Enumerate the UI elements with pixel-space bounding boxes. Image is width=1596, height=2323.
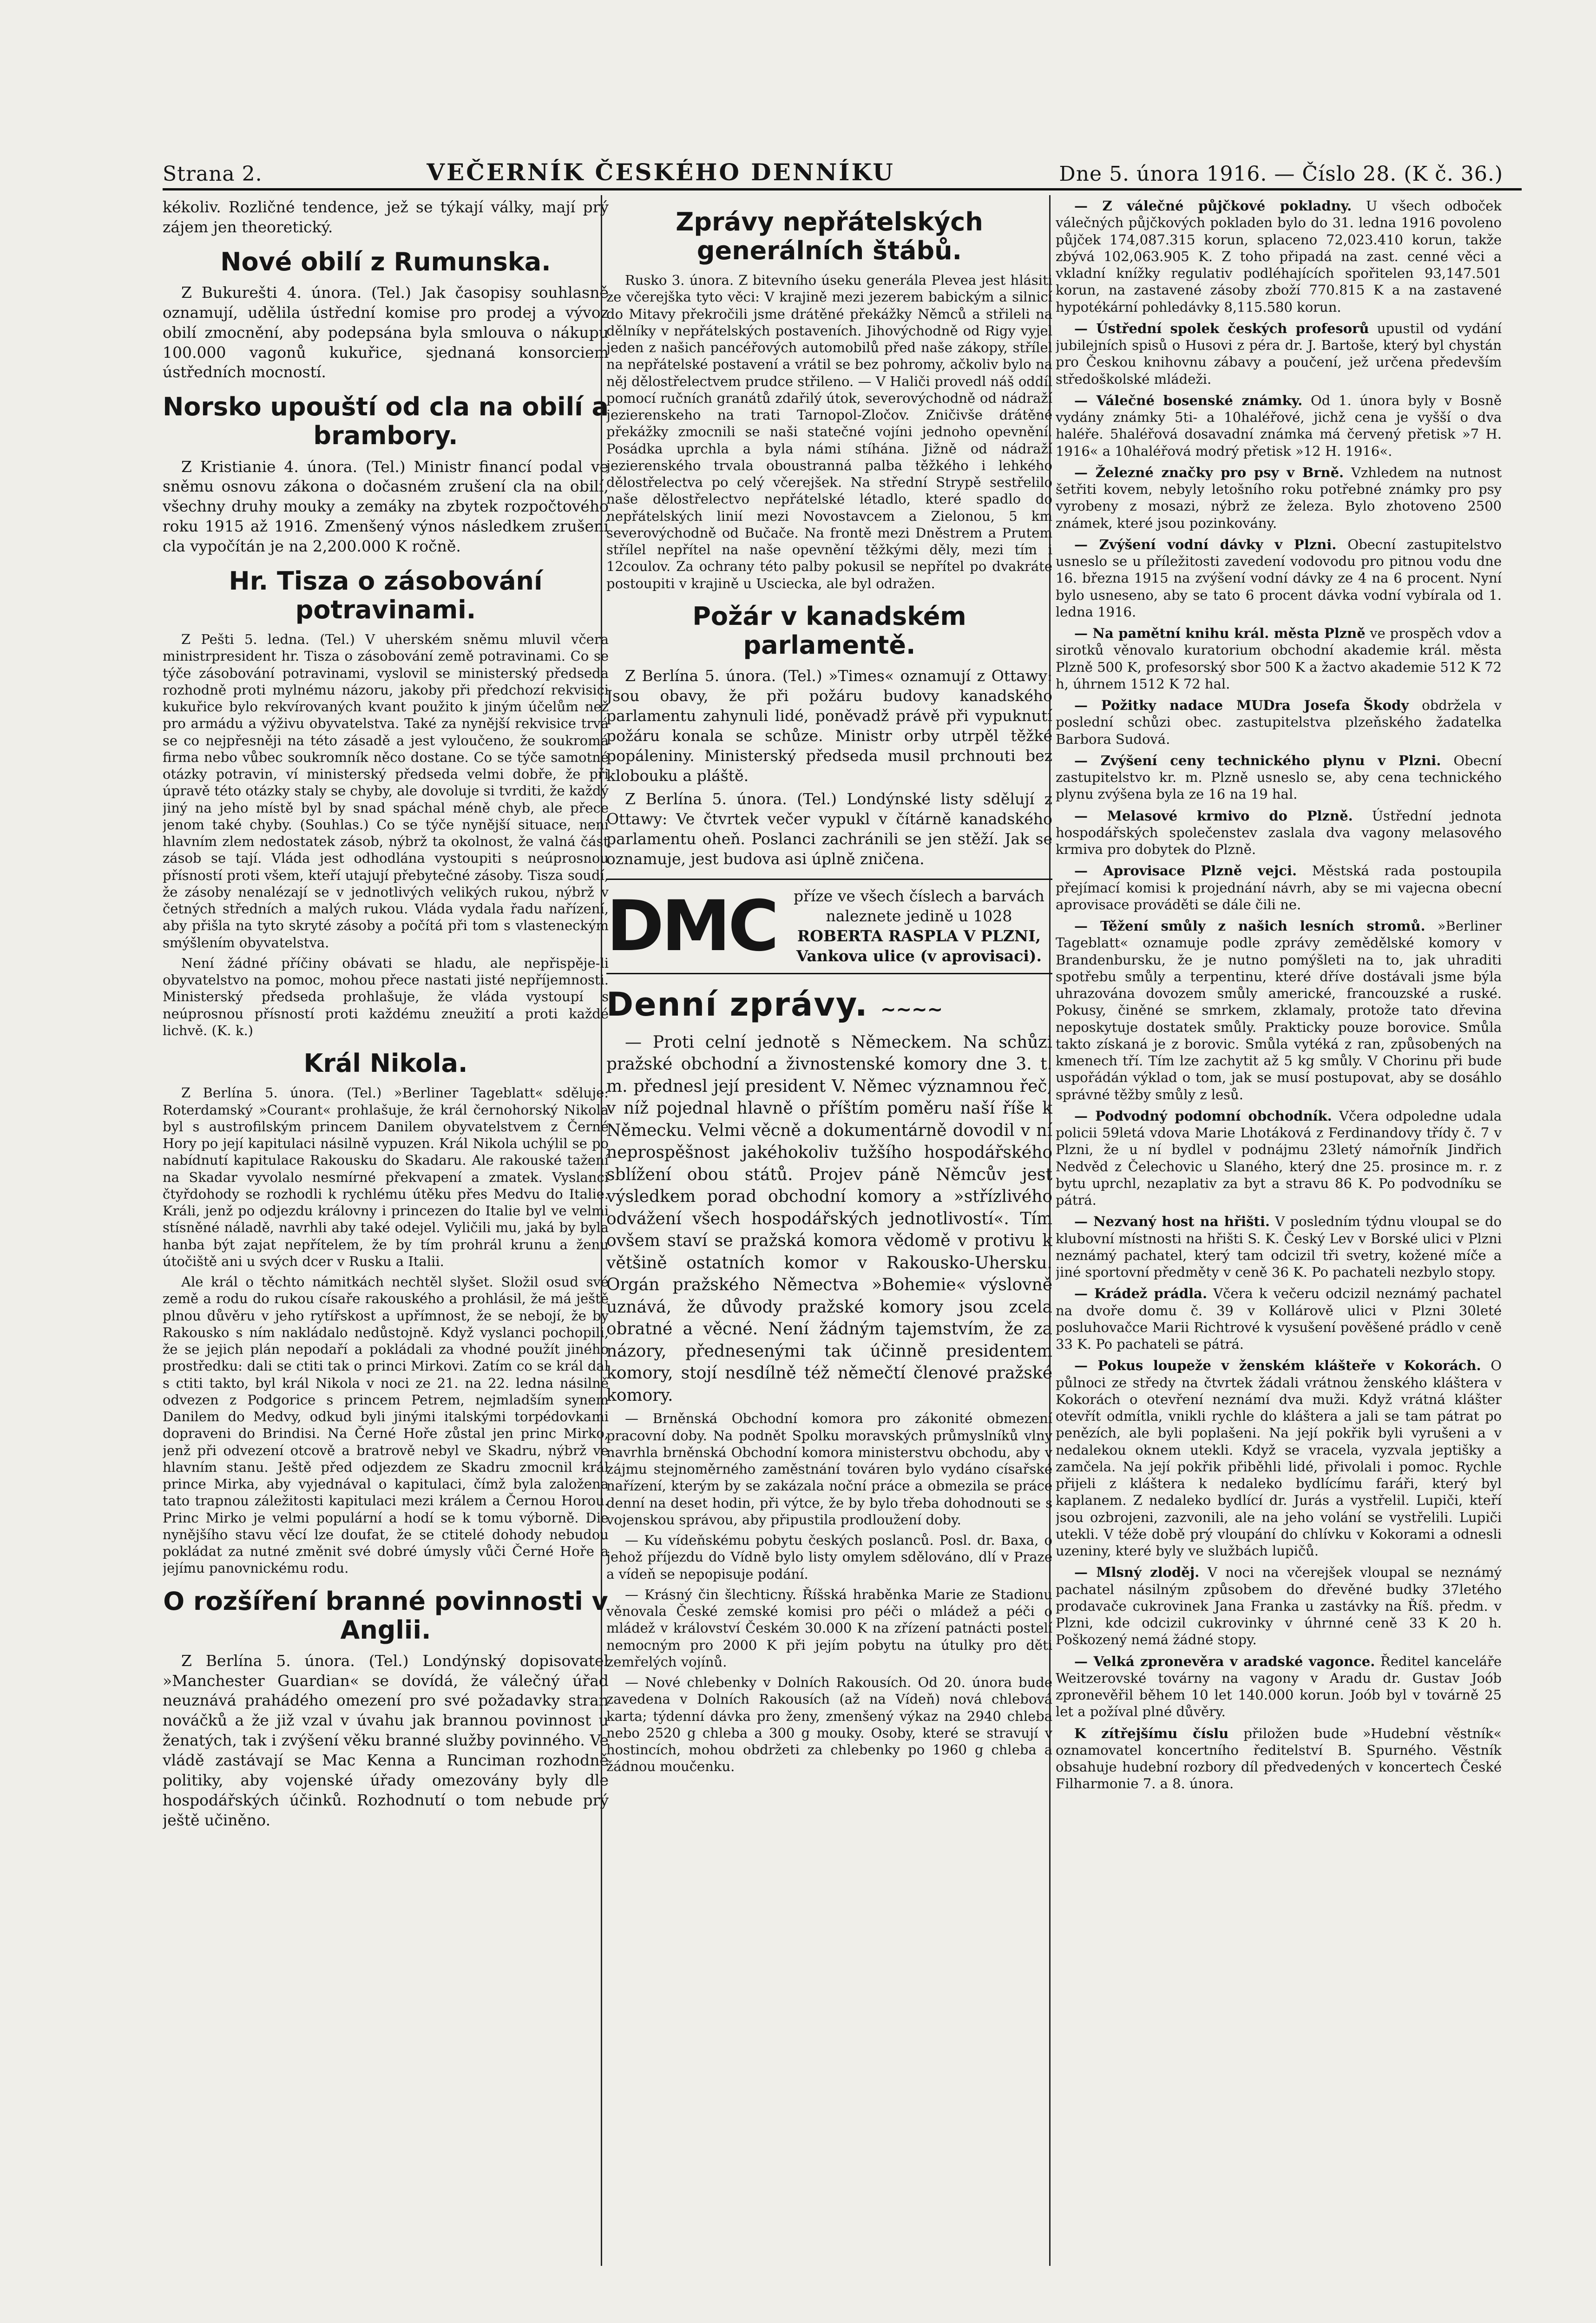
article-text: Z Berlína 5. února. (Tel.) »Berliner Tageblatt« sděluje: Roterdamský »Courant« prohlašuje, že král černohorský Nikola byl s austrofilským princem Danilem obyvatelstvem z Černé Hory po její kapitulaci násilně vypuzen. Král Nikola uchýlil se po nabídnutí kapitulace Rakousku do Skadaru. Ale rakouské tažení na Skadar vyvolalo nesmírné překvapení a zmatek. Vyslanci čtyřdohody se rozhodli k rychlému útěku přes Medvu do Italie. Králi, jenž po odjezdu královny i princezen do Italie byl ve velmi stísněné náladě, navrhli aby také odejel. Vyličili mu, jaká by byla hanba být zajat nepřítelem, že by tím prohrál krunu a ženu útočiště ani u svých dcer v Rusku a Italii. [163, 1085, 609, 1269]
news-item-text: Vzhledem na nutnost šetřiti kovem, nebyly letošního roku potřebné známky pro psy vyrobeny z mosazi, nýbrž ze železa. Bylo zhotoveno 2500 známek, které jsou pozinkovány. [1056, 464, 1502, 531]
issue-date: Dne 5. února 1916. — Číslo 28. (K č. 36.) [1059, 162, 1503, 186]
article-text: Z Bukurešti 4. února. (Tel.) Jak časopisy souhlasně oznamují, udělila ústřední komise pro prodej a vývoz obilí zmocnění, aby podepsána byla smlouva o nákupu 100.000 vagonů kukuřice, sjednaná konsorciem ústředních mocností. [163, 283, 609, 381]
news-item [1056, 697, 1502, 748]
masthead: VEČERNÍK ČESKÉHO DENNÍKU [427, 158, 895, 186]
article-title: O rozšíření branné povinnosti v Anglii. [163, 1586, 608, 1645]
ad-line: Vankova ulice (v aprovisaci). [796, 946, 1042, 965]
news-item-text: V posledním týdnu vloupal se do klubovní místnosti na hřišti S. K. Český Lev v Borské ulici v Plzni neznámý pachatel, který tam odcizil tři svetry, kožené míče a jiné sportovní předměty v ceně 36 K. Po pachateli nezbylo stopy. [1056, 1214, 1502, 1280]
intro-text: kékoliv. Rozličné tendence, jež se týkají války, mají prý zájem jen theoretický. [163, 198, 609, 236]
article-title: Zprávy nepřátelských generálních štábů. [676, 207, 983, 266]
news-item-text: »Berliner Tageblatt« oznamuje podle zprávy zemědělské komory v Brandenbursku, že je nutno pomýšleti na to, jak uhraditi spotřebu smůly a terpentinu, které dříve dostávali jsme býla uhrazována dovozem smůly americké, francouzské a ruské. Pokusy, činěné se smrkem, zklamaly, protože tato dřevina neposkytuje dostatek smůly. Prakticky pouze borovice. Smůla takto získaná je z borovic. Smůla vytéká z ran, způsobených na kmenech tří. Tím lze zachytit až 5 kg smůly. V Chorinu při bude uspořádán výklad o tom, jak se musí postupovat, aby se dosáhlo správné těžby smůly z lesů. [1056, 918, 1502, 1102]
news-item [1056, 807, 1502, 858]
news-item [1056, 1213, 1502, 1280]
article-title: Nové obilí z Rumunska. [220, 247, 551, 276]
news-item-head: — Krádež prádla. [1074, 1286, 1208, 1302]
news-item [1056, 392, 1502, 459]
news-item-head: — Z válečné půjčkové pokladny. [1074, 198, 1352, 214]
column-3 [1056, 197, 1502, 2266]
article-text: Z Berlína 5. února. (Tel.) Londýnské listy sdělují z Ottawy: Ve čtvrtek večer vypukl v čítárně kanadského parlamentu oheň. Poslanci zachránili se jen stěží. Jak se oznamuje, jest budova asi úplně zničena. [606, 790, 1052, 868]
news-item-head: — Velká zpronevěra v aradské vagonce. [1074, 1653, 1375, 1669]
news-item-text: Ústřední jednota hospodářských společenstev zaslala dva vagony melasového krmiva pro dobytek do Plzně. [1056, 807, 1502, 857]
news-item [1056, 752, 1502, 803]
column-2 [606, 197, 1052, 2266]
news-item [1056, 625, 1502, 692]
news-item [1056, 862, 1502, 913]
news-item-text: ve prospěch vdov a sirotků věnovalo kuratorium obchodní akademie král. města Plzně 500 K, profesorský sbor 500 K a žactvo akademie 512 K 72 h, úhrnem 1512 K 72 hal. [1056, 625, 1502, 692]
article-text: Rusko 3. února. Z bitevního úseku generála Plevea jest hlásiti ze včerejška tyto věci: V krajině mezi jezerem babickým a silnicí do Mitavy překročili jsme drátěné překážky Němců a střileli na dělníky v nepřátelských postaveních. Jihovýchodně od Rigy vyjel jeden z našich pancéřových automobilů před naše zákopy, střílel na nepřátelské postavení a vrátil se bez pohromy, ačkoliv bylo na něj dělostřelectvem prudce střileno. — V Haliči provedl náš oddíl pomocí ručních granátů zdařilý útok, severovýchodně od nádraží jezierenskeho na trati Tarnopol-Zločov. Zničivše drátěné překážky zmocnili se naši statečné vojíni jednoho opevnění. Posádka uprchla a byla námi stíhána. Jižně od nádraží jezierenského trvala oboustranná palba těžkého i lehkého dělostřelectva po celý včerejšek. Na střední Strypě sestřelilo naše dělostřelectvo nepřátelské létadlo, které spadlo do nepřátelských linií mezi Novostavcem a Zielonou, 5 km severovýchodně od Bučače. Na frontě mezi Dněstrem a Prutem střílel nepřítel na naše opevnění těžkými děly, mezi tím i 12coulov. Za ochrany této palby pokusil se nepřítel po dvakráte postoupiti v krajině u Usciecka, ale byl odražen. [606, 272, 1052, 591]
news-item-head: — Zvýšení ceny technického plynu v Plzni. [1074, 752, 1441, 768]
column-1 [163, 197, 609, 2266]
page-header [163, 158, 1503, 186]
section-title [606, 984, 1052, 1026]
article-title: Požár v kanadském parlamentě. [692, 601, 966, 660]
article-title: Král Nikola. [303, 1049, 468, 1078]
news-item-head: — Ústřední spolek českých profesorů [1074, 320, 1369, 336]
news-item [1056, 1108, 1502, 1209]
news-item-text: přiložen bude »Hudební věstník« oznamovatel koncertního ředitelství B. Spurného. Věstník obsahuje hudební rozbory díl předvedených v koncertech České Filharmonie 7. a 8. února. [1056, 1725, 1502, 1792]
advertisement [606, 879, 1052, 974]
article-title: Hr. Tisza o zásobování potravinami. [229, 566, 543, 625]
news-item [1056, 918, 1502, 1103]
news-item-text: U všech odboček válečných půjčkových pokladen bylo do 31. ledna 1916 povoleno půjček 174,087.315 korun, splaceno 72,023.410 korun, takže zbývá 102,063.905 K. Z toho připadá na zast. cenné věci a vkladní knížky regulativ podléhajících spořitelen 93,147.501 korun, na zastavené zásoby zboží 770.815 K a na zastavené hypotékární pohledávky 8,115.580 korun. [1056, 198, 1502, 315]
article-text: Z Berlína 5. února. (Tel.) »Times« oznamují z Ottawy: Jsou obavy, že při požáru budovy kanadského parlamentu zahynuli lidé, poněvadž právě při vypuknutí požáru konala se schůze. Ministr orby utrpěl těžké popáleniny. Ministerský předseda musil prchnouti bez klobouku a pláště. [606, 667, 1052, 785]
page-number: Strana 2. [163, 162, 263, 186]
ad-text [786, 886, 1052, 966]
news-item: — Ku vídeňskému pobytu českých poslanců. Posl. dr. Baxa, o jehož příjezdu do Vídně bylo listy omylem sdělováno, dlí v Praze a vídeň se nepopisuje podání. [606, 1532, 1052, 1582]
news-item: — Brněnská Obchodní komora pro zákonité obmezení pracovní doby. Na podnět Spolku moravských průmyslníků vlny navrhla brněnská Obchodní komora ministerstvu obchodu, aby v zájmu stejnoměrného zaměstnání továren bylo vydáno císařské nařízení, kterým by se zakázala noční práce a obmezila se práce denní na deset hodin, při výtce, že by bylo třeba dohodnouti se s vojenskou správou, aby připustila prodloužení doby. [606, 1411, 1052, 1528]
news-item: — Krásný čin šlechticny. Říšská hraběnka Marie ze Stadionu věnovala České zemské komisi pro péči o mládež a péči o mládež v království Českém 30.000 K na zřízení patnácti postelí nemocným pro 2000 K při jejím pobytu na útulky pro děti zemřelých vojínů. [606, 1586, 1052, 1670]
news-item-head: — Melasové krmivo do Plzně. [1074, 807, 1353, 824]
news-item-text: Ředitel kanceláře Weitzerovské továrny na vagony v Aradu dr. Gustav Joób zpronevěřil během 10 let 140.000 korun. Joób byl v továrně 25 let a požíval plné důvěry. [1056, 1653, 1502, 1720]
news-item-head: — Mlsný zloděj. [1074, 1564, 1200, 1581]
news-item [1056, 1564, 1502, 1648]
news-item [1056, 1725, 1502, 1792]
article-title: Norsko upouští od cla na obilí a brambory. [163, 392, 609, 451]
header-rule [163, 188, 1522, 190]
ad-line: naleznete jedině u 1028 [826, 906, 1012, 925]
news-item-head: — Nezvaný host na hřišti. [1074, 1214, 1270, 1230]
article-text: Z Pešti 5. ledna. (Tel.) V uherském sněmu mluvil včera ministrpresident hr. Tisza o zásobování země potravinami. Co se týče zásobování potravinami, vyslovil se ministerský předseda rozhodně proti mylnému názoru, jakoby při předchozí rekvisici kukuřice bylo rekvírovaných kvant použito k jiným účelům než pro armádu a výživu obyvatelstva. Také za nynější rekvisice trvá se co nejpřesněji na této zásadě a jest vyloučeno, že soukromá firma nebo vůbec soukromník něco dostane. Co se týče samotné otázky potravin, ví ministerský předseda velmi dobře, že při úpravě této otázky staly se chyby, ale dovoluje si tvrditi, že každý jiný na jeho místě byl by snad spáchal méně chyb, ale přece jenom také chyby. (Souhlas.) Co se týče nynější situace, není hlavním zlem nedostatek zásob, nýbrž ta okolnost, že valná část zásob se tají. Vláda jest odhodlána vystoupiti s neúprosnou přísností proti všem, kteří utajují přebytečné zásoby. Tisza soudí, že zásoby nenalézají se v jednotlivých velikých rukou, nýbrž v četných středních a malých rukou. Vláda vydala řadu nařízení, aby přišla na tyto skryté zásoby a počítá při tom s vlasteneckým smýšlením obyvatelstva. [163, 631, 609, 951]
ad-logo: DMC [606, 886, 776, 967]
section-title-text: Denní zprávy. [606, 985, 868, 1024]
article-text: Není žádné příčiny obávati se hladu, ale nepřispěje-li obyvatelstvo na pomoc, mohou přece nastati jisté nepříjemnosti. Ministerský předseda prohlašuje, že vláda vystoupí s neúprosnou přísností proti každému zneužití a proti každé lichvě. (K. k.) [163, 955, 609, 1038]
news-item-text: Obecní zastupitelstvo usneslo se u příležitosti zavedení vodovodu pro pitnou vodu dne 16. března 1915 na zvýšení vodní dávky ze 4 na 6 procent. Nyní bylo usneseno, aby se tato 6 procent dávka vodní vybírala od 1. ledna 1916. [1056, 536, 1502, 620]
news-item-text: V noci na včerejšek vloupal se neznámý pachatel násilným způsobem do dřevěné budky 37letého prodavače cukrovinek Jana Franka u zastávky na Říš. předm. v Plzni, kde odcizil cukrovinky v úhrnné ceně 33 K 20 h. Poškozený nemá žádné stopy. [1056, 1564, 1502, 1648]
news-item-head: — Požitky nadace MUDra Josefa Škody [1074, 697, 1409, 713]
ad-line: ROBERTA RASPLA V PLZNI, [797, 926, 1041, 945]
news-item [1056, 464, 1502, 532]
news-item-text: obdržela v poslední schůzi obec. zastupitelstva plzeňského žadatelka Barbora Sudová. [1056, 697, 1502, 747]
news-item: — Proti celní jednotě s Německem. Na schůzi pražské obchodní a živnostenské komory dne 3. t. m. přednesl její president V. Němec významnou řeč, v níž pojednal hlavně o příštím poměru naší říše k Německu. Velmi věcně a dokumentárně dovodil v ní neprospěšnost jakéhokoliv tužšího hospodářského sblížení obou států. Projev páně Němcův jest výsledkem porad obchodní komory a »střízlivého odvážení všech hospodářských jednotlivostí«. Tím ovšem staví se pražská komora vědomě v protivu k většině ostatních komor v Rakousko-Uhersku. Orgán pražského Němectva »Bohemie« výslovně uznává, že důvody pražské komory jsou zcela obratné a věcné. Není žádným tajemstvím, že za názory, přednesenými tak účinně presidentem komory, stojí nesdílně též němečtí členové pražské komory. [606, 1032, 1052, 1405]
news-item [1056, 1285, 1502, 1352]
title-ornament: ~~~~ [880, 998, 943, 1020]
article-text: Ale král o těchto námitkách nechtěl slyšet. Složil osud své země a rodu do rukou císaře rakouského a prohlásil, že má ještě plnou důvěru v jeho rytířskost a upřímnost, že se nebojí, že by Rakousko s ním nakládalo nedůstojně. Když vyslanci pochopili, že se jejich plán nepodaří a pokládali za vhodné použít jiného prostředku: dali se ctiti tak o princi Mirkovi. Zatím co se král dal s ctiti takto, byl král Nikola v noci ze 21. na 22. ledna násilně odvezen z Podgorice s princem Petrem, nejmladším synem Danilem do Medvy, odkud byli jinými italskými torpédovkami dopraveni do Brindisi. Na Černé Hoře zůstal jen princ Mirko, jenž při odvezení otcově a bratrově nebyl ve Skadru, nýbrž ve hlavním stanu. Ještě před odjezdem ze Skadru zmocnil král prince Mirka, aby vyjednával o kapitulaci, čímž byla založena tato trapnou záležitosti kapitulaci mezi králem a Černou Horou. Princ Mirko je velmi populární a hodí se k tomu výborně. Die nynějšího stavu věcí lze doufat, že se ctitelé dohody nebudou pokládat za nutné změnit své dobré úmysly vůči Černé Hoře a jejímu panovnickému rodu. [163, 1274, 609, 1576]
news-item-head: — Válečné bosenské známky. [1074, 392, 1303, 408]
news-item-head: — Železné značky pro psy v Brně. [1074, 464, 1344, 480]
news-item-text: Městská rada postoupila přejímací komisi k projednání návrh, aby se mi vajecna obecní aprovisace prováděti se dále čili ne. [1056, 863, 1502, 912]
news-item-head: — Aprovisace Plzně vejci. [1074, 863, 1297, 879]
news-item: — Nové chlebenky v Dolních Rakousích. Od 20. února bude zavedena v Dolních Rakousích (až na Vídeň) nová chlebová karta; týdenní dávka pro ženy, zmenšený výkaz na 2940 chleba nebo 2520 g chleba a 300 g mouky. Osoby, které se stravují v hostincích, mohou obdržeti za chlebenky po 1960 g chleba a žádnou moučenku. [606, 1674, 1052, 1775]
ad-line: příze ve všech číslech a barvách [793, 887, 1044, 906]
news-item-head: K zítřejšímu číslu [1074, 1725, 1229, 1741]
news-item-head: — Těžení smůly z našich lesních stromů. [1074, 918, 1425, 934]
news-item [1056, 197, 1502, 315]
news-item-text: Včera odpoledne udala policii 59letá vdova Marie Lhotáková z Ferdinandovy třídy č. 7 v Plzni, že u ní bydlel v podnájmu 23letý námořník Jindřich Nedvěd z Čelechovic u Slaného, který dne 25. prosince m. r. z bytu uprchl, nezaplativ za byt a stravu 86 K. Po podvodníku se pátrá. [1056, 1108, 1502, 1208]
news-item-head: — Podvodný podomní obchodník. [1074, 1108, 1332, 1124]
news-item-head: — Pokus loupeže v ženském klášteře v Kokorách. [1074, 1358, 1481, 1374]
news-item-head: — Zvýšení vodní dávky v Plzni. [1074, 536, 1337, 552]
news-item-text: O půlnoci ze středy na čtvrtek žádali vrátnou ženského kláštera v Kokorách o otevření neznámí dva muži. Když vrátná klášter otevřít odmítla, vnikli rychle do kláštera a jali se tam pátrat po penězích, ale byli poplašeni. Na její pokřik byli vyrušeni a v nedalekou oknem utekli. Když se vracela, vyzvala jeptišky a zamčela. Na její pokřik přiběhli lidé, přivolali i pomoc. Rychle přijeli z kláštera k nedaleko bydlícímu faráři, který byl kaplanem. Z nedaleko bydlící dr. Jurás a vystřelil. Lupiči, kteří jsou ozbrojeni, zazvonili, ale na jeho volání se vystřelili. Lupiči utekli. V téže době prý vloupání do chlívku v Kokorami a odnesli uzeniny, které byly ve službách lupičů. [1056, 1358, 1502, 1559]
news-item [1056, 320, 1502, 387]
news-item-text: Od 1. února byly v Bosně vydány známky 5ti- a 10haléřové, jichž cena je vyšší o dva haléře. 5haléřová dosavadní známka má červený přetisk »7 H. 1916« a 10haléřová modrý přetisk »12 H. 1916«. [1056, 392, 1502, 459]
article-text: Z Berlína 5. února. (Tel.) Londýnský dopisovatel »Manchester Guardian« se dovídá, že válečný úřad neuznává prahádého omezení pro své požadavky stran nováčků a že již vzal v úvahu jak brannou povinnost u ženatých, tak i zvýšení věku branné služby povinného. Ve vládě zastávají se Mac Kenna a Runciman rozhodně politiky, aby vojenské úřady omezovány byly dle hospodářských účinků. Rozhodnutí o tom nebude prý ještě učiněno. [163, 1651, 609, 1829]
article-text: Z Kristianie 4. února. (Tel.) Ministr financí podal ve sněmu osnovu zákona o dočasném zrušení cla na obilí, všechny druhy mouky a zemáky na zbytek rozpočtového roku 1915 až 1916. Zmenšený výnos následkem zrušení cla vypočítán je na 2,200.000 K ročně. [163, 457, 609, 556]
news-item-head: — Na pamětní knihu král. města Plzně [1074, 625, 1366, 641]
news-item [1056, 1357, 1502, 1559]
news-item-text: Obecní zastupitelstvo kr. m. Plzně usneslo se, aby cena technického plynu zvýšena byla ze 16 na 19 hal. [1056, 752, 1502, 802]
news-item-text: upustil od vydání jubilejních spisů o Husovi z péra dr. J. Bartoše, který byl chystán pro Českou knihovnu zábavy a poučení, jež určena především středoškolské mládeži. [1056, 320, 1502, 387]
news-item [1056, 1653, 1502, 1720]
news-item-text: Včera k večeru odcizil neznámý pachatel na dvoře domu č. 39 v Kollárově ulici v Plzni 30leté posluhovačce Marii Richtrové k vysušení pověšené prádlo v ceně 33 K. Po pachateli se pátrá. [1056, 1286, 1502, 1352]
news-item [1056, 536, 1502, 620]
